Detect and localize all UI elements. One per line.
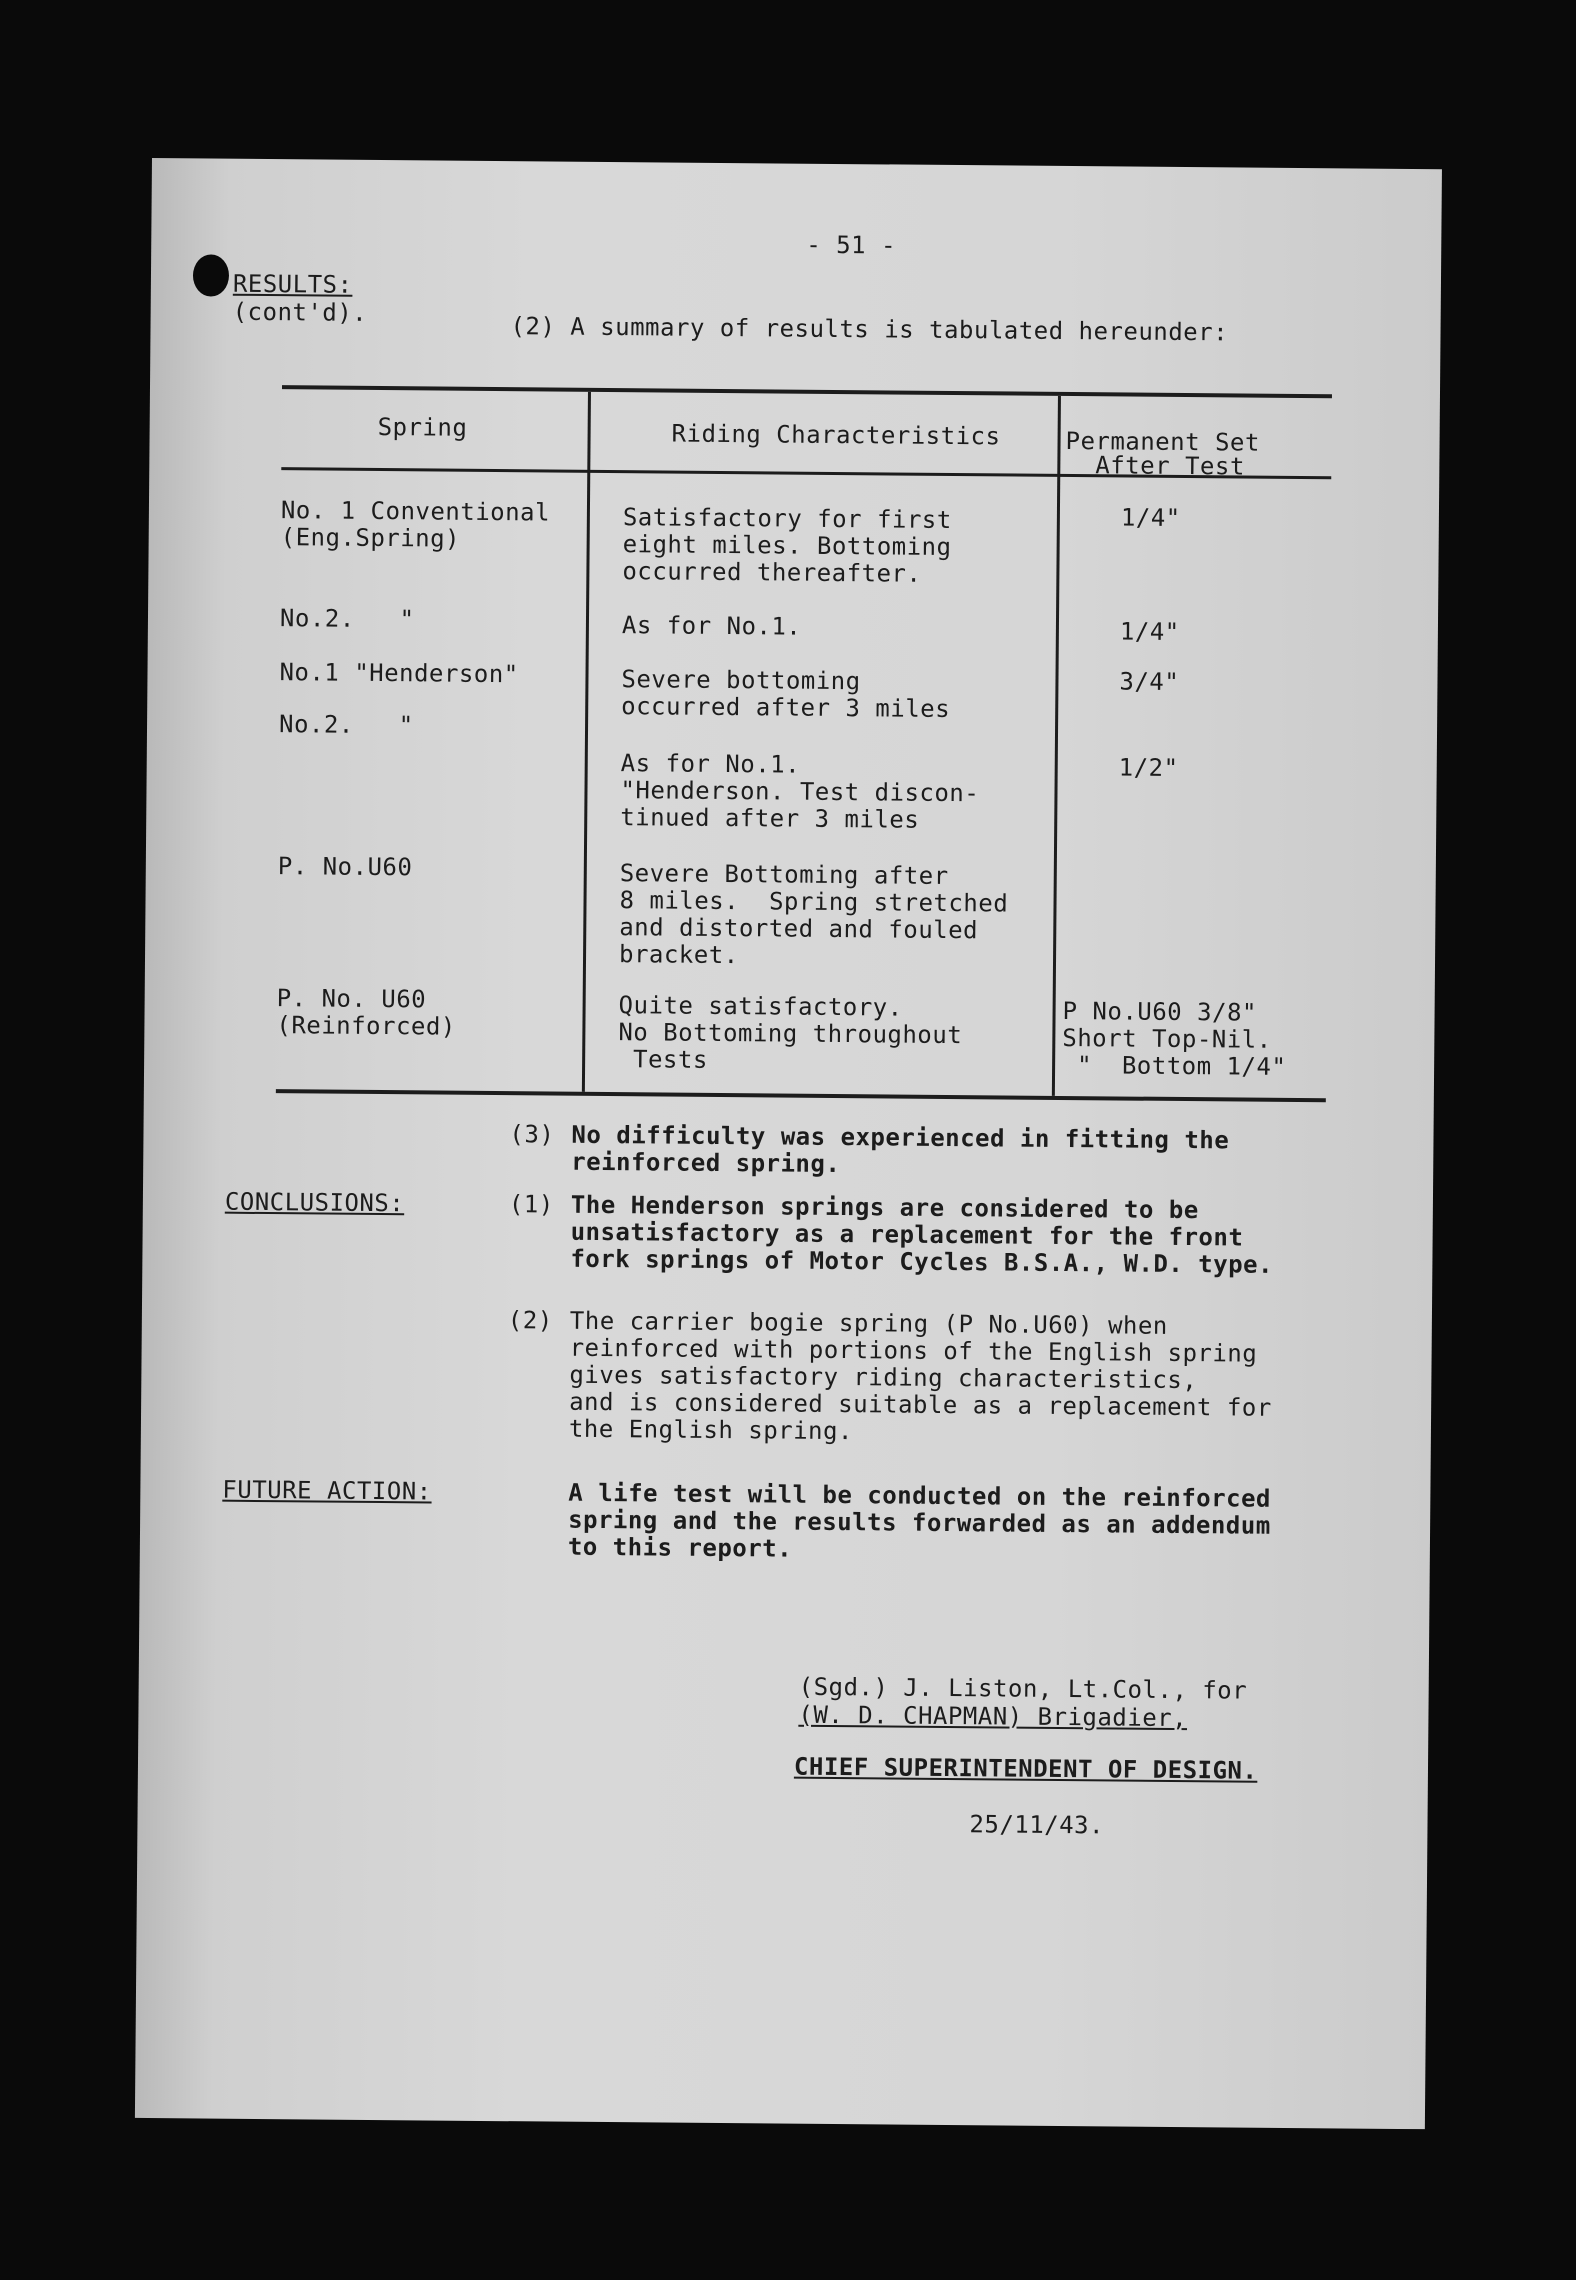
row3-riding: Severe bottoming occurred after 3 miles [621,665,951,723]
row4-spring: No.2. " [278,710,414,740]
row1-set: 1/4" [1120,503,1181,532]
table-bottom-rule [276,1089,1326,1102]
row2-spring: No.2. " [279,604,415,634]
row3-set: 3/4" [1119,667,1180,696]
row6-spring: P. No. U60 (Reinforced) [276,984,456,1041]
header-riding: Riding Characteristics [671,419,1001,451]
row1-riding: Satisfactory for first eight miles. Bottoming occurred thereafter. [622,503,952,588]
row6-set: P No.U60 3/8" Short Top-Nil. " Bottom 1/4" [1061,996,1287,1081]
row5-spring: P. No.U60 [277,852,413,882]
signature-title: CHIEF SUPERINTENDENT OF DESIGN. [793,1752,1258,1785]
intro-text: (2) A summary of results is tabulated hereunder: [510,312,1229,347]
row3-spring: No.1 "Henderson" [279,658,519,689]
row4-set: 1/2" [1118,753,1179,782]
item3-number: (3) [509,1120,555,1149]
punch-hole [193,254,229,296]
future-action-text: A life test will be conducted on the reinforced spring and the results forwarded as an addendum to this report. [567,1478,1272,1563]
item3-text: No difficulty was experienced in fitting the reinforced spring. [571,1120,1230,1179]
row2-set: 1/4" [1119,617,1180,646]
table-col-divider-1 [582,392,591,1092]
table-col-divider-2 [1052,396,1061,1096]
row1-spring: No. 1 Conventional (Eng.Spring) [280,496,551,553]
signature-line2: (W. D. CHAPMAN) Brigadier, [798,1700,1188,1733]
row4-riding: As for No.1. "Henderson. Test discon- tinued after 3 miles [620,749,980,834]
page-number: - 51 - [806,230,897,260]
results-label: RESULTS: [232,269,353,299]
signature-line1: (Sgd.) J. Liston, Lt.Col., for [798,1672,1248,1705]
conclusions-label: CONCLUSIONS: [224,1187,405,1218]
header-spring: Spring [377,412,468,442]
row6-riding: Quite satisfactory. No Bottoming throughout Tests [618,991,963,1074]
signature-date: 25/11/43. [969,1810,1105,1840]
row2-riding: As for No.1. [621,611,802,641]
conclusion1-text: The Henderson springs are considered to be unsatisfactory as a replacement for the front fork springs of Motor Cycles B.S.A., W.D. type. [570,1190,1274,1279]
header-set-line1: Permanent Set [1065,426,1261,457]
table-top-rule [282,385,1332,398]
conclusion1-number: (1) [508,1190,554,1219]
document-page [135,158,1442,2129]
results-contd: (cont'd). [232,297,368,327]
conclusion2-text: The carrier bogie spring (P No.U60) when reinforced with portions of the English spring gives satisfactory riding characteristics, and is considered suitable as a replacement for the English spring. [568,1306,1272,1446]
conclusion2-number: (2) [507,1306,553,1335]
header-set-line2: After Test [1095,451,1245,481]
row5-riding: Severe Bottoming after 8 miles. Spring stretched and distorted and fouled bracket. [618,859,1009,970]
future-action-label: FUTURE ACTION: [222,1475,432,1506]
